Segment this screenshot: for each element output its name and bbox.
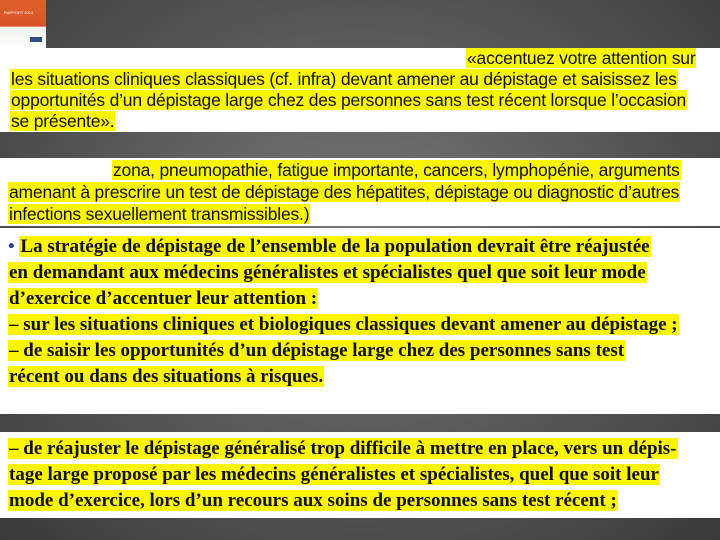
publisher-logo xyxy=(30,37,42,42)
bullet-icon: • xyxy=(8,236,15,257)
excerpt-line: – de réajuster le dépistage généralisé trop difficile à mettre en place, vers un dépis- xyxy=(9,438,677,459)
excerpt-line: infections sexuellement transmissibles.) xyxy=(9,204,310,224)
excerpt-line: amenant à prescrire un test de dépistage des hépatites, dépistage ou diagnostic d’autres xyxy=(9,182,680,202)
excerpt-line: opportunités d’un dépistage large chez des personnes sans test récent lorsque l’occasion xyxy=(11,90,687,110)
excerpt-line: les situations cliniques classiques (cf. infra) devant amener au dépistage et saisissez les xyxy=(11,69,677,89)
excerpt-line: – de saisir les opportunités d’un dépistage large chez des personnes sans test xyxy=(9,340,625,361)
excerpt-line: tage large proposé par les médecins généralistes et spécialistes, quel que soit leur xyxy=(9,464,659,485)
excerpt-block-3 xyxy=(0,228,720,414)
excerpt-line: se présente». xyxy=(11,111,115,131)
excerpt-line: d’exercice d’accentuer leur attention : xyxy=(9,288,318,309)
thumbnail-text: RAPPORT 2013 xyxy=(4,10,34,15)
excerpt-line: «accentuez votre attention sur xyxy=(467,48,696,68)
excerpt-block-4 xyxy=(0,432,720,518)
excerpt-line: • La stratégie de dépistage de l’ensemble de la population devrait être réajustée xyxy=(8,236,650,257)
excerpt-line: récent ou dans des situations à risques. xyxy=(9,366,324,387)
excerpt-line: mode d’exercice, lors d’un recours aux soins de personnes sans test récent ; xyxy=(9,490,617,511)
report-cover-thumbnail xyxy=(0,0,46,48)
excerpt-line: – sur les situations cliniques et biologiques classiques devant amener au dépistage ; xyxy=(9,314,678,335)
excerpt-line: en demandant aux médecins généralistes et spécialistes quel que soit leur mode xyxy=(9,262,646,283)
excerpt-block-1 xyxy=(0,48,720,132)
excerpt-line: zona, pneumopathie, fatigue importante, cancers, lymphopénie, arguments xyxy=(113,160,680,180)
excerpt-block-2 xyxy=(0,158,720,226)
